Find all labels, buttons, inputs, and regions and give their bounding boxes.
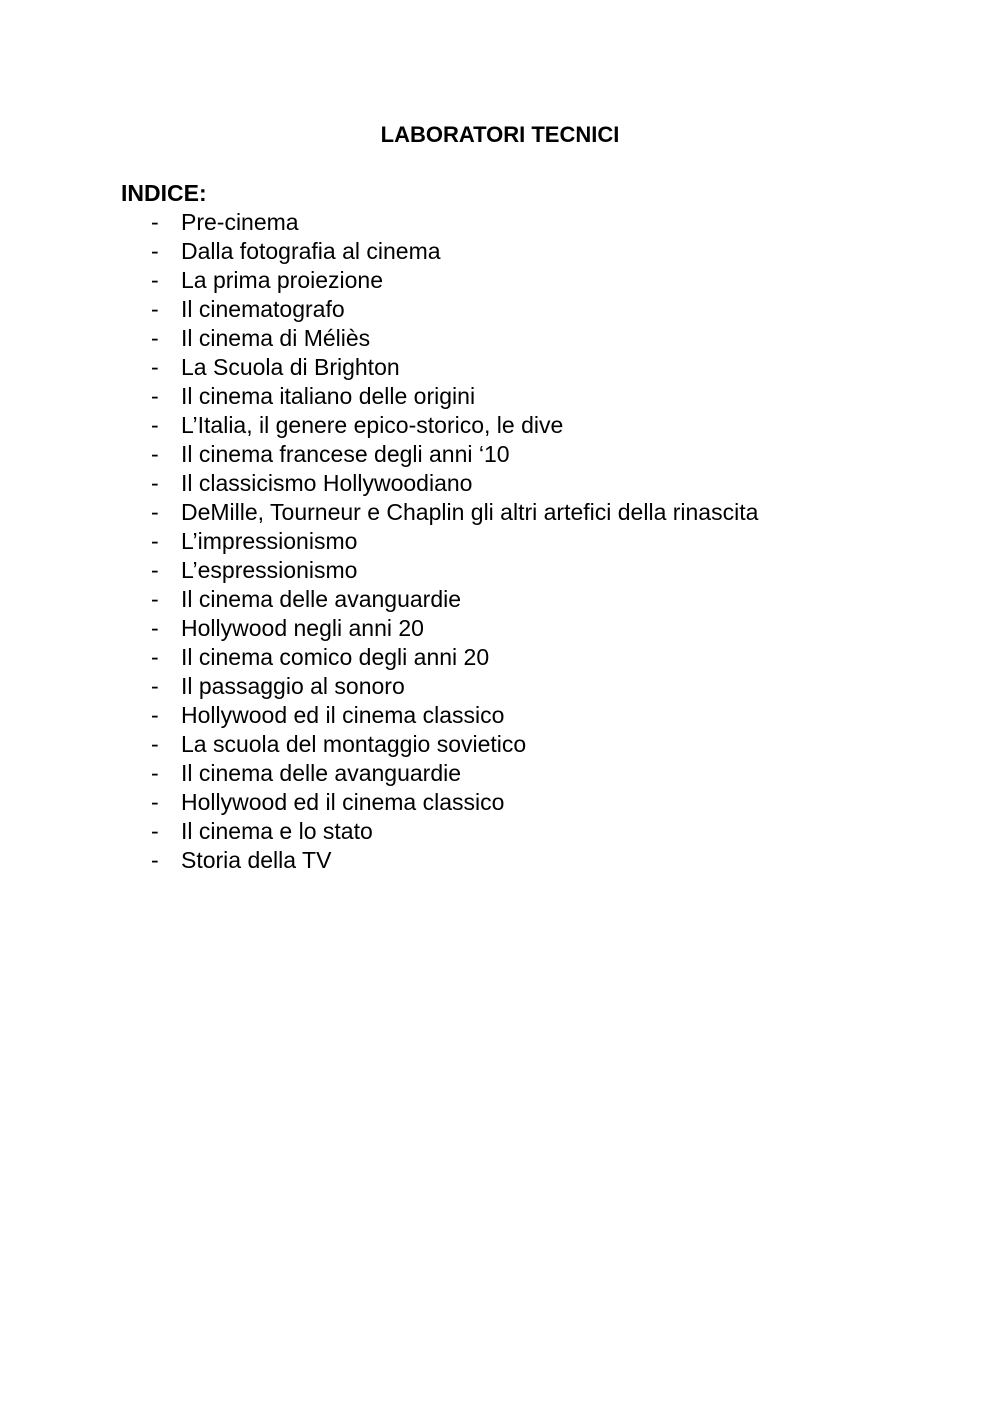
index-item-text: La scuola del montaggio sovietico <box>181 731 527 757</box>
index-item-text: Il passaggio al sonoro <box>181 673 405 699</box>
bullet-dash: - <box>151 441 159 467</box>
bullet-dash: - <box>151 818 159 844</box>
index-item-text: Il cinema di Méliès <box>181 325 371 351</box>
index-item-text: Hollywood ed il cinema classico <box>181 702 505 728</box>
index-item-text: Il classicismo Hollywoodiano <box>181 470 473 496</box>
index-item-text: L’espressionismo <box>181 557 358 583</box>
bullet-dash: - <box>151 209 159 235</box>
bullet-dash: - <box>151 325 159 351</box>
index-heading: INDICE: <box>121 180 207 206</box>
bullet-dash: - <box>151 528 159 554</box>
index-item-text: DeMille, Tourneur e Chaplin gli altri artefici della rinascita <box>181 499 759 525</box>
index-item-text: L’Italia, il genere epico-storico, le dive <box>181 412 564 438</box>
bullet-dash: - <box>151 731 159 757</box>
bullet-dash: - <box>151 557 159 583</box>
index-item-text: Il cinematografo <box>181 296 345 322</box>
bullet-dash: - <box>151 238 159 264</box>
bullet-dash: - <box>151 267 159 293</box>
index-item-text: Il cinema delle avanguardie <box>181 586 462 612</box>
index-item-text: Il cinema e lo stato <box>181 818 373 844</box>
index-item-text: Pre-cinema <box>181 209 299 235</box>
index-item-text: Dalla fotografia al cinema <box>181 238 441 264</box>
index-item-text: L’impressionismo <box>181 528 358 554</box>
bullet-dash: - <box>151 789 159 815</box>
bullet-dash: - <box>151 760 159 786</box>
index-item-text: La prima proiezione <box>181 267 384 293</box>
bullet-dash: - <box>151 673 159 699</box>
bullet-dash: - <box>151 412 159 438</box>
index-item-text: La Scuola di Brighton <box>181 354 400 380</box>
bullet-dash: - <box>151 354 159 380</box>
bullet-dash: - <box>151 383 159 409</box>
index-item-text: Il cinema delle avanguardie <box>181 760 462 786</box>
index-item-text: Il cinema comico degli anni 20 <box>181 644 490 670</box>
index-item-text: Hollywood negli anni 20 <box>181 615 424 641</box>
index-item-text: Hollywood ed il cinema classico <box>181 789 505 815</box>
bullet-dash: - <box>151 644 159 670</box>
document-title: LABORATORI TECNICI <box>380 122 620 147</box>
bullet-dash: - <box>151 499 159 525</box>
bullet-dash: - <box>151 702 159 728</box>
bullet-dash: - <box>151 296 159 322</box>
bullet-dash: - <box>151 847 159 873</box>
index-item-text: Il cinema francese degli anni ‘10 <box>181 441 510 467</box>
index-item-text: Il cinema italiano delle origini <box>181 383 476 409</box>
bullet-dash: - <box>151 615 159 641</box>
index-item-text: Storia della TV <box>181 847 332 873</box>
bullet-dash: - <box>151 470 159 496</box>
bullet-dash: - <box>151 586 159 612</box>
